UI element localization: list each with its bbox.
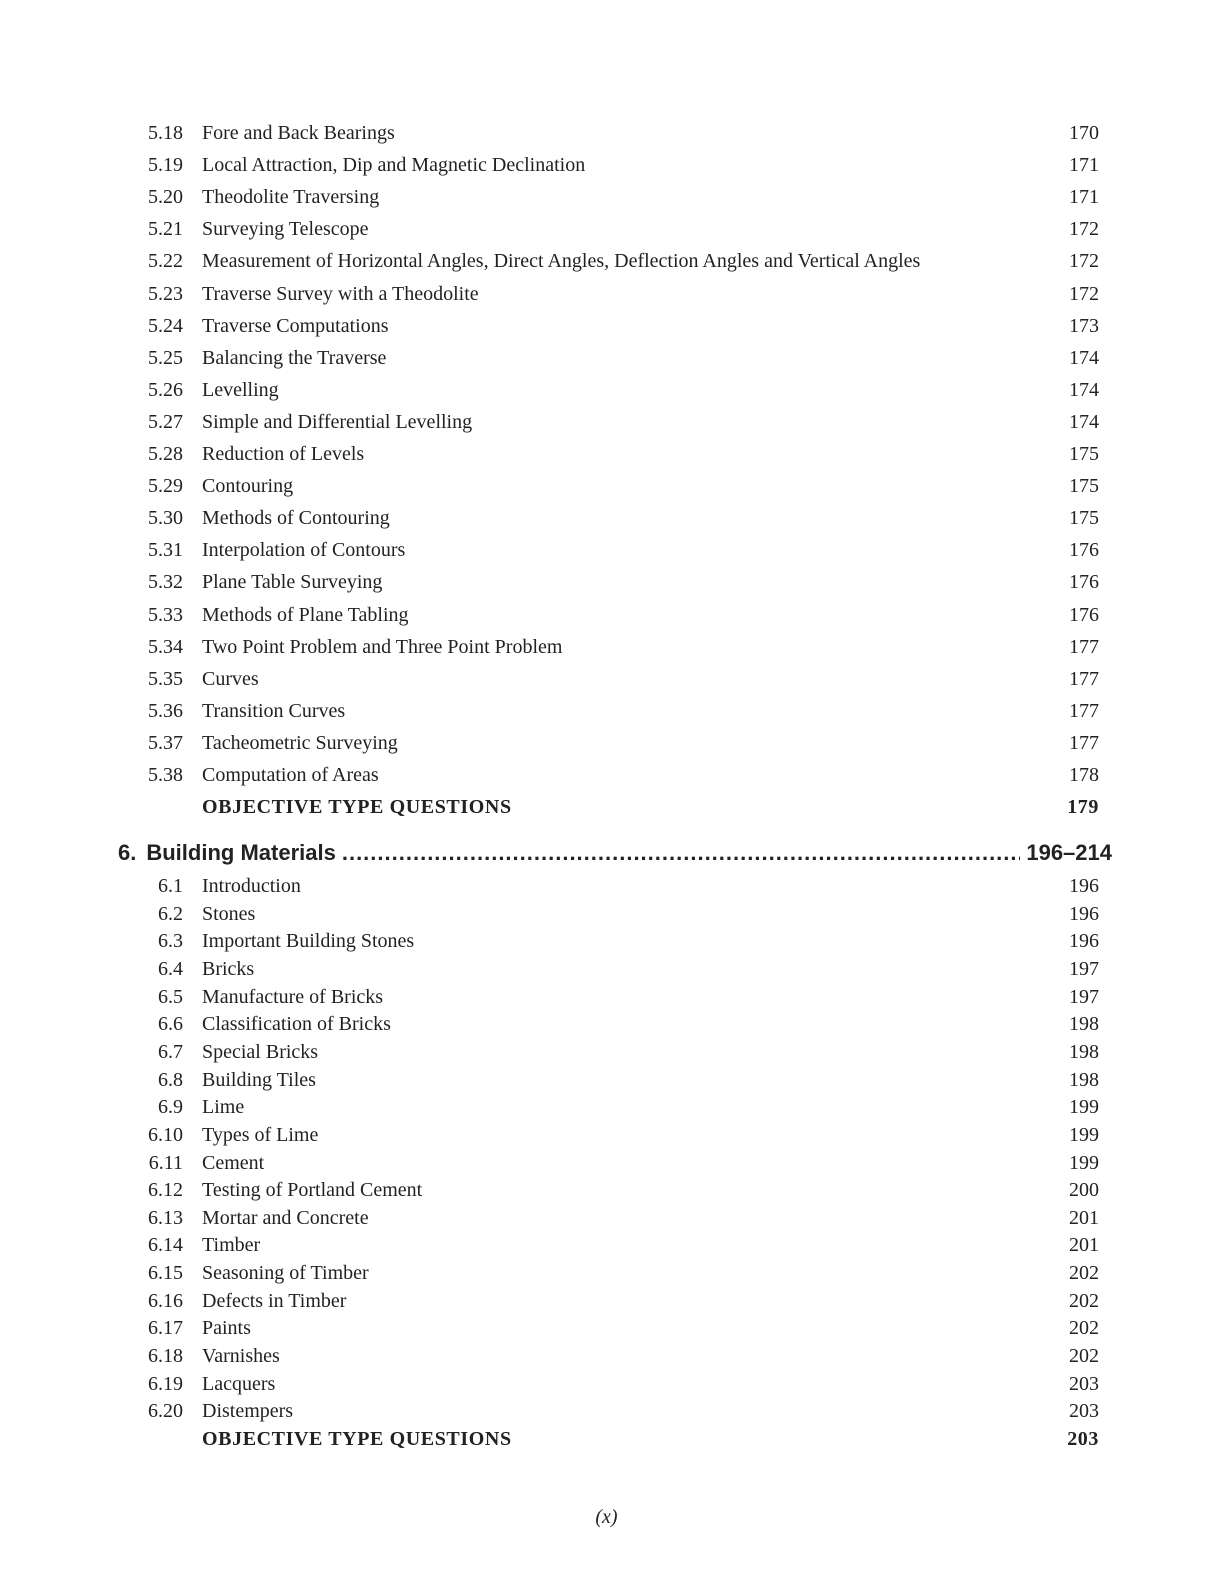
entry-title: Classification of Bricks	[202, 1013, 391, 1036]
entry-page: 172	[1069, 218, 1099, 241]
chapter-number: 6.	[118, 840, 137, 865]
toc-entry	[0, 600, 1213, 630]
entry-page: 179	[1067, 796, 1099, 818]
entry-number: 5.29	[148, 475, 183, 498]
entry-page: 174	[1069, 346, 1099, 369]
entry-number: 6.19	[148, 1372, 183, 1395]
entry-number: 5.35	[148, 667, 183, 690]
entry-title: Interpolation of Contours	[202, 539, 406, 562]
entry-page: 176	[1069, 571, 1099, 594]
entry-title: Special Bricks	[202, 1040, 319, 1063]
entry-page: 174	[1069, 410, 1099, 433]
entry-number: 5.32	[148, 571, 183, 594]
toc-entry	[0, 982, 1213, 1012]
toc-entry	[0, 279, 1213, 309]
toc-entry	[0, 760, 1213, 790]
toc-entry	[0, 1065, 1213, 1095]
entry-number: 5.38	[148, 764, 183, 786]
toc-entry	[0, 1286, 1213, 1316]
entry-title: Traverse Survey with a Theodolite	[202, 282, 479, 305]
entry-title: Lacquers	[202, 1372, 276, 1395]
toc-entry	[0, 535, 1213, 565]
toc-entry	[0, 214, 1213, 244]
entry-title: Cement	[202, 1151, 265, 1174]
toc-entry	[0, 1258, 1213, 1288]
entry-number: 6.3	[158, 930, 183, 953]
entry-page: 175	[1069, 475, 1099, 498]
entry-number: 5.28	[148, 443, 183, 465]
toc-entry	[0, 1203, 1213, 1233]
entry-title: Building Tiles	[202, 1068, 316, 1091]
entry-title: Methods of Contouring	[202, 507, 390, 530]
entry-number: 6.8	[158, 1068, 183, 1091]
entry-number: 5.25	[148, 346, 183, 369]
entry-title: Methods of Plane Tabling	[202, 603, 409, 626]
entry-title: Contouring	[202, 475, 294, 498]
entry-title: OBJECTIVE TYPE QUESTIONS	[202, 1428, 512, 1450]
toc-entry	[0, 150, 1213, 180]
entry-title: Stones	[202, 902, 256, 925]
entry-number: 5.37	[148, 731, 183, 754]
entry-page: 178	[1069, 764, 1099, 786]
toc-entry	[0, 954, 1213, 984]
entry-title: Reduction of Levels	[202, 443, 365, 465]
chapter-title: Building Materials	[146, 840, 336, 865]
entry-number: 5.20	[148, 186, 183, 209]
toc-entry	[0, 567, 1213, 597]
toc-entry	[0, 471, 1213, 501]
entry-page: 198	[1069, 1068, 1099, 1091]
entry-number: 5.26	[148, 378, 183, 401]
entry-page: 175	[1069, 443, 1099, 465]
entry-title: Curves	[202, 667, 259, 690]
entry-page: 172	[1069, 250, 1099, 273]
entry-page: 203	[1069, 1372, 1099, 1395]
entry-page: 171	[1069, 186, 1099, 209]
toc-entry	[0, 1175, 1213, 1205]
entry-page: 198	[1069, 1013, 1099, 1036]
entry-number: 5.30	[148, 507, 183, 530]
toc-entry	[0, 246, 1213, 276]
entry-title: Defects in Timber	[202, 1289, 347, 1312]
toc-entry	[0, 1037, 1213, 1067]
chapter-page-range: 196–214	[1026, 840, 1112, 865]
entry-title: Computation of Areas	[202, 764, 379, 786]
toc-entry	[0, 407, 1213, 437]
entry-title: Local Attraction, Dip and Magnetic Declination	[202, 154, 586, 177]
toc-entry	[0, 1313, 1213, 1343]
entry-page: 171	[1069, 154, 1099, 177]
toc-entry	[0, 1092, 1213, 1122]
entry-title: Balancing the Traverse	[202, 346, 387, 369]
entry-number: 6.2	[158, 902, 183, 925]
entry-number: 6.16	[148, 1289, 183, 1312]
toc-entry	[0, 1009, 1213, 1039]
entry-page: 177	[1069, 635, 1099, 658]
toc-entry	[0, 503, 1213, 533]
toc-entry	[0, 439, 1213, 469]
toc-entry	[0, 728, 1213, 758]
entry-title: Paints	[202, 1317, 251, 1340]
entry-number: 6.4	[158, 957, 183, 980]
toc-entry	[0, 375, 1213, 405]
entry-page: 203	[1067, 1428, 1099, 1450]
toc-entry	[0, 926, 1213, 956]
entry-number: 6.18	[148, 1345, 183, 1368]
entry-title: Manufacture of Bricks	[202, 985, 384, 1008]
entry-title: Surveying Telescope	[202, 218, 369, 241]
entry-title: Plane Table Surveying	[202, 571, 383, 594]
entry-number: 6.13	[148, 1206, 183, 1229]
entry-title: Levelling	[202, 378, 279, 401]
entry-title: Introduction	[202, 875, 301, 897]
entry-number: 6.15	[148, 1262, 183, 1285]
entry-page: 202	[1069, 1317, 1099, 1340]
chapter-6-heading	[118, 838, 1112, 868]
entry-page: 199	[1069, 1096, 1099, 1119]
entry-page: 201	[1069, 1234, 1099, 1257]
entry-page: 177	[1069, 699, 1099, 722]
entry-title: Timber	[202, 1234, 261, 1257]
entry-number: 6.5	[158, 985, 183, 1008]
entry-page: 201	[1069, 1206, 1099, 1229]
entry-number: 5.31	[148, 539, 183, 562]
entry-title: Measurement of Horizontal Angles, Direct Angles, Deflection Angles and Vertical Angles	[202, 250, 921, 273]
entry-title: Two Point Problem and Three Point Problem	[202, 635, 563, 658]
entry-title: Fore and Back Bearings	[202, 122, 395, 144]
entry-page: 203	[1069, 1400, 1099, 1423]
toc-entry	[0, 1230, 1213, 1260]
toc-entry	[0, 1120, 1213, 1150]
entry-number: 5.27	[148, 410, 183, 433]
entry-page: 202	[1069, 1345, 1099, 1368]
toc-entry	[0, 118, 1213, 148]
entry-number: 6.1	[158, 875, 183, 897]
entry-page: 174	[1069, 378, 1099, 401]
entry-page: 176	[1069, 539, 1099, 562]
entry-number: 5.21	[148, 218, 183, 241]
entry-number: 6.7	[158, 1040, 183, 1063]
entry-number: 6.17	[148, 1317, 183, 1340]
entry-title: Simple and Differential Levelling	[202, 410, 473, 433]
entry-title: Seasoning of Timber	[202, 1262, 369, 1285]
toc-entry	[0, 1396, 1213, 1426]
toc-entry	[0, 871, 1213, 901]
toc-entry	[0, 1148, 1213, 1178]
entry-title: Types of Lime	[202, 1123, 319, 1146]
entry-page: 196	[1069, 902, 1099, 925]
objective-questions-entry-6	[0, 1424, 1213, 1454]
entry-number: 5.23	[148, 282, 183, 305]
entry-page: 177	[1069, 731, 1099, 754]
entry-page: 199	[1069, 1123, 1099, 1146]
objective-questions-entry-5	[0, 792, 1213, 822]
entry-number: 6.20	[148, 1400, 183, 1423]
entry-page: 202	[1069, 1289, 1099, 1312]
dot-leader	[342, 838, 1021, 868]
entry-number: 6.14	[148, 1234, 183, 1257]
entry-number: 6.9	[158, 1096, 183, 1119]
entry-number: 6.6	[158, 1013, 183, 1036]
entry-title: Traverse Computations	[202, 314, 389, 337]
entry-number: 5.22	[148, 250, 183, 273]
entry-page: 173	[1069, 314, 1099, 337]
toc-entry	[0, 311, 1213, 341]
toc-entry	[0, 1369, 1213, 1399]
toc-entry	[0, 899, 1213, 929]
entry-number: 5.24	[148, 314, 183, 337]
entry-title: Transition Curves	[202, 699, 346, 722]
page-number: (x)	[595, 1506, 618, 1528]
entry-page: 175	[1069, 507, 1099, 530]
entry-page: 196	[1069, 930, 1099, 953]
entry-title: Theodolite Traversing	[202, 186, 380, 209]
entry-title: Distempers	[202, 1400, 294, 1423]
entry-title: Lime	[202, 1096, 245, 1119]
entry-number: 6.12	[148, 1179, 183, 1202]
entry-page: 197	[1069, 985, 1099, 1008]
entry-number: 5.34	[148, 635, 183, 658]
entry-page: 197	[1069, 957, 1099, 980]
entry-number: 5.19	[148, 154, 183, 177]
entry-title: Important Building Stones	[202, 930, 415, 953]
entry-page: 172	[1069, 282, 1099, 305]
entry-number: 6.10	[148, 1123, 183, 1146]
entry-title: Testing of Portland Cement	[202, 1179, 423, 1202]
toc-entry	[0, 664, 1213, 694]
entry-number: 5.18	[148, 122, 183, 144]
entry-page: 202	[1069, 1262, 1099, 1285]
entry-page: 196	[1069, 875, 1099, 897]
toc-entry	[0, 343, 1213, 373]
entry-page: 198	[1069, 1040, 1099, 1063]
toc-entry	[0, 696, 1213, 726]
entry-number: 6.11	[148, 1151, 183, 1174]
entry-page: 176	[1069, 603, 1099, 626]
entry-title: Mortar and Concrete	[202, 1206, 369, 1229]
entry-title: Varnishes	[202, 1345, 280, 1368]
toc-entry	[0, 632, 1213, 662]
entry-page: 170	[1069, 122, 1099, 144]
entry-number: 5.33	[148, 603, 183, 626]
toc-entry	[0, 1341, 1213, 1371]
entry-title: OBJECTIVE TYPE QUESTIONS	[202, 796, 512, 818]
entry-title: Bricks	[202, 957, 255, 980]
entry-page: 199	[1069, 1151, 1099, 1174]
entry-page: 200	[1069, 1179, 1099, 1202]
page-footer	[0, 1502, 1213, 1532]
toc-entry	[0, 182, 1213, 212]
entry-title: Tacheometric Surveying	[202, 731, 398, 754]
entry-number: 5.36	[148, 699, 183, 722]
entry-page: 177	[1069, 667, 1099, 690]
